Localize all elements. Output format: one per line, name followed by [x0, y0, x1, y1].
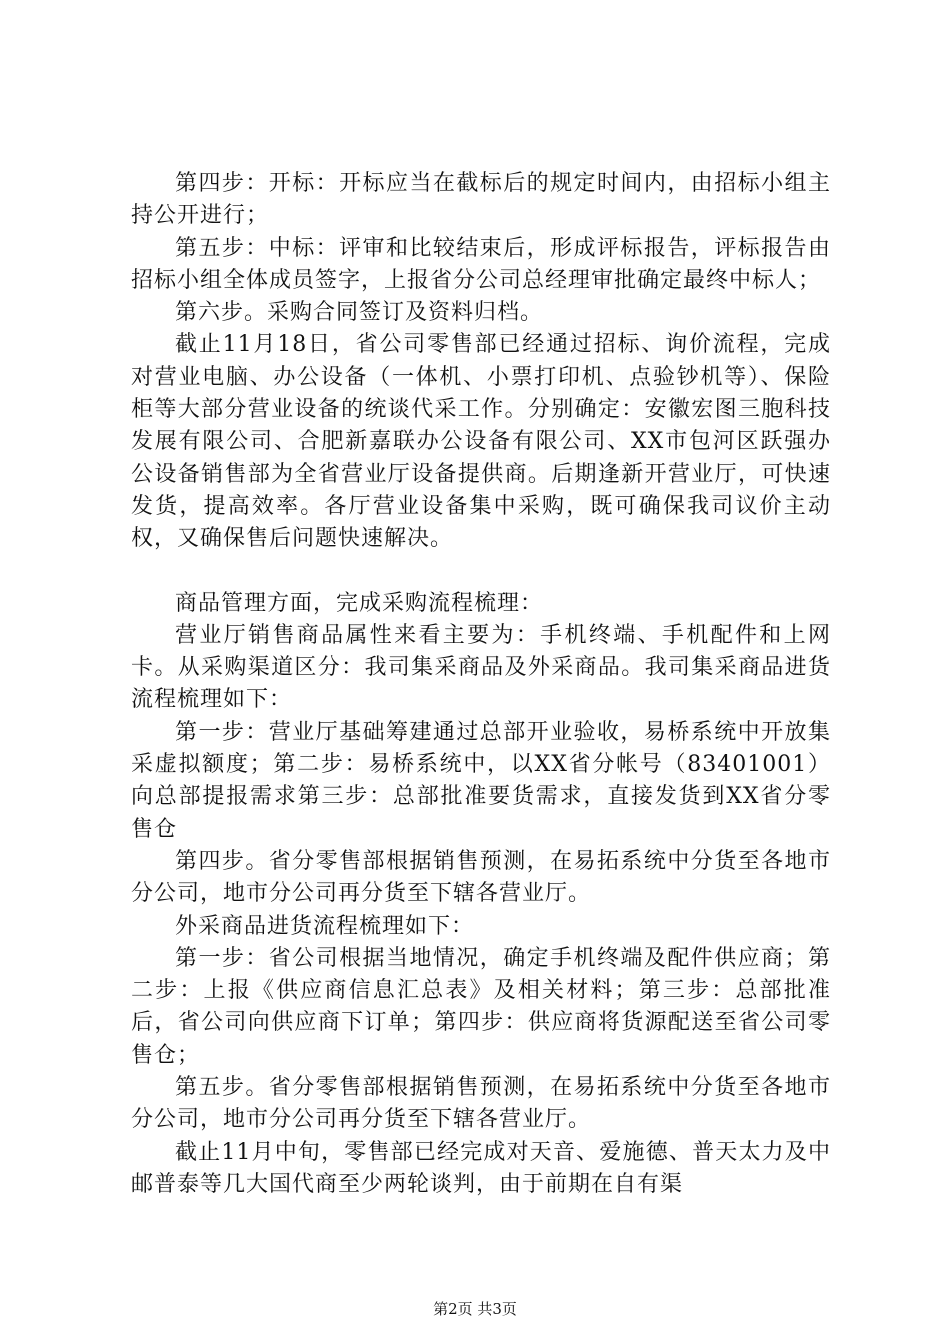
document-body — [131, 168, 831, 1201]
paragraph-external-purchase-step-five: 第五步。省分零售部根据销售预测，在易拓系统中分货至各地市分公司，地市分公司再分货至下辖各营业厅。 — [131, 1075, 831, 1133]
paragraph-goods-attributes: 营业厅销售商品属性来看主要为：手机终端、手机配件和上网卡。从采购渠道区分：我司集采商品及外采商品。我司集采商品进货流程梳理如下： — [131, 622, 831, 713]
paragraph-external-purchase-heading: 外采商品进货流程梳理如下： — [175, 913, 475, 939]
paragraph-goods-management-heading: 商品管理方面，完成采购流程梳理： — [175, 590, 544, 616]
paragraph-step-four-bid-opening: 第四步：开标：开标应当在截标后的规定时间内，由招标小组主持公开进行； — [131, 171, 831, 229]
paragraph-negotiation-status: 截止11月中旬，零售部已经完成对天音、爱施德、普天太力及中邮普泰等几大国代商至少两轮谈判，由于前期在自有渠 — [131, 1139, 831, 1197]
paragraph-spacer — [131, 556, 831, 588]
paragraph-external-purchase-steps: 第一步：省公司根据当地情况，确定手机终端及配件供应商；第二步：上报《供应商信息汇总表》及相关材料；第三步：总部批准后，省公司向供应商下订单；第四步：供应商将货源配送至省公司零售仓； — [131, 945, 831, 1068]
paragraph-step-five-award: 第五步：中标：评审和比较结束后，形成评标报告，评标报告由招标小组全体成员签字，上报省分公司总经理审批确定最终中标人； — [131, 235, 831, 293]
paragraph-equipment-procurement-status: 截止11月18日，省公司零售部已经通过招标、询价流程，完成对营业电脑、办公设备（一体机、小票打印机、点验钞机等）、保险柜等大部分营业设备的统谈代采工作。分别确定：安徽宏图三胞科技发展有限公司、合肥新嘉联办公设备有限公司、XX市包河区跃强办公设备销售部为全省营业厅设备提供商。后期逢新开营业厅，可快速发货，提高效率。各厅营业设备集中采购，既可确保我司议价主动权，又确保售后问题快速解决。 — [131, 332, 831, 552]
paragraph-step-six-contract: 第六步。采购合同签订及资料归档。 — [175, 300, 544, 326]
paragraph-central-purchase-steps: 第一步：营业厅基础筹建通过总部开业验收，易桥系统中开放集采虚拟额度；第二步：易桥系统中，以XX省分帐号（83401001）向总部提报需求第三步：总部批准要货需求，直接发货到XX省分零售仓 — [131, 719, 831, 842]
paragraph-central-purchase-step-four: 第四步。省分零售部根据销售预测，在易拓系统中分货至各地市分公司，地市分公司再分货至下辖各营业厅。 — [131, 848, 831, 907]
page-number-footer: 第2页 共3页 — [433, 1300, 517, 1318]
